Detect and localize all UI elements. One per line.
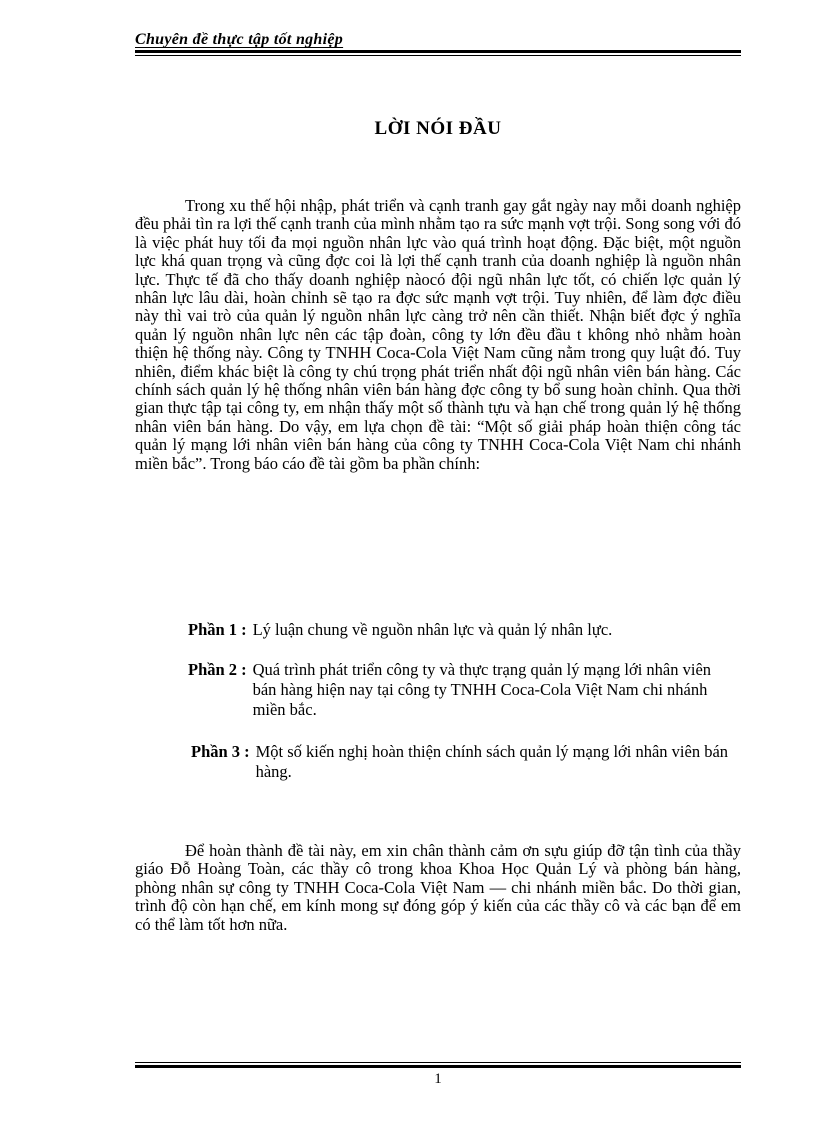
closing-paragraph: Để hoàn thành đề tài này, em xin chân thành cảm ơn sựu giúp đỡ tận tình của thầy giáo Đỗ Hoàng Toàn, các thầy cô trong khoa Khoa Học Quản Lý và phòng bán hàng, phòng nhân sự công ty TNHH Coca-Cola Việt Nam — chi nhánh miền bắc. Do thời gian, trình độ còn hạn chế, em kính mong sự đóng góp ý kiến của các thầy cô và các bạn để em có thể làm tốt hơn nữa. <box>135 841 741 934</box>
part-label: Phần 1 <box>188 620 238 639</box>
page-footer <box>135 1062 741 1088</box>
part-colon: : <box>241 620 247 639</box>
footer-rule <box>135 1062 741 1068</box>
page-header <box>135 30 741 56</box>
part-item <box>191 742 736 782</box>
part-colon: : <box>241 660 247 679</box>
page-number: 1 <box>434 1071 442 1087</box>
part-colon: : <box>244 742 250 761</box>
part-item <box>188 660 733 720</box>
part-item <box>188 620 733 640</box>
part-label: Phần 3 <box>191 742 241 761</box>
header-rule <box>135 50 741 56</box>
part-text: Quá trình phát triển công ty và thực trạng quản lý mạng lới nhân viên bán hàng hiện nay tại công ty TNHH Coca-Cola Việt Nam chi nhánh miền bắc. <box>252 660 712 719</box>
part-text: Một số kiến nghị hoàn thiện chính sách quản lý mạng lới nhân viên bán hàng. <box>255 742 729 781</box>
document-title: LỜI NÓI ĐẦU <box>374 118 502 139</box>
header-title: Chuyên đề thực tập tốt nghiệp <box>135 31 344 48</box>
part-label: Phần 2 <box>188 660 238 679</box>
intro-paragraph: Trong xu thế hội nhập, phát triển và cạnh tranh gay gắt ngày nay mỗi doanh nghiệp đều phải tìn ra lợi thế cạnh tranh của mình nhằm tạo ra sức mạnh vợt trội. Song song với đó là việc phát huy tối đa mọi nguồn nhân lực vào quá trình hoạt động. Đặc biệt, một nguồn lực khá quan trọng và cũng đợc coi là lợi thế cạnh tranh của doanh nghiệp là nguồn nhân lực. Thực tế đã cho thấy doanh nghiệp nàocó đội ngũ nhân lực tốt, có chiến lợc quản lý nhân lực lâu dài, hoàn chỉnh sẽ tạo ra đợc sức mạnh vợt trội. Tuy nhiên, để làm đợc điều này thì vai trò của quản lý nguồn nhân lực càng trở nên cần thiết. Nhận biết đợc ý nghĩa quản lý nguồn nhân lực nên các tập đoàn, công ty lớn đều đầu t không nhỏ nhằm hoàn thiện hệ thống này. Công ty TNHH Coca-Cola Việt Nam cũng nằm trong quy luật đó. Tuy nhiên, điểm khác biệt là công ty chú trọng phát triển nhất đội ngũ nhân viên bán hàng. Các chính sách quản lý hệ thống nhân viên bán hàng đợc công ty bổ sung hoàn chỉnh. Qua thời gian thực tập tại công ty, em nhận thấy một số thành tựu và hạn chế trong quản lý hệ thống nhân viên bán hàng. Do vậy, em lựa chọn đề tài: “Một số giải pháp hoàn thiện công tác quản lý mạng lới nhân viên bán hàng của công ty TNHH Coca-Cola Việt Nam chi nhánh miền bắc”. Trong báo cáo đề tài gồm ba phần chính: <box>135 196 741 473</box>
part-text: Lý luận chung về nguồn nhân lực và quản lý nhân lực. <box>252 620 613 639</box>
